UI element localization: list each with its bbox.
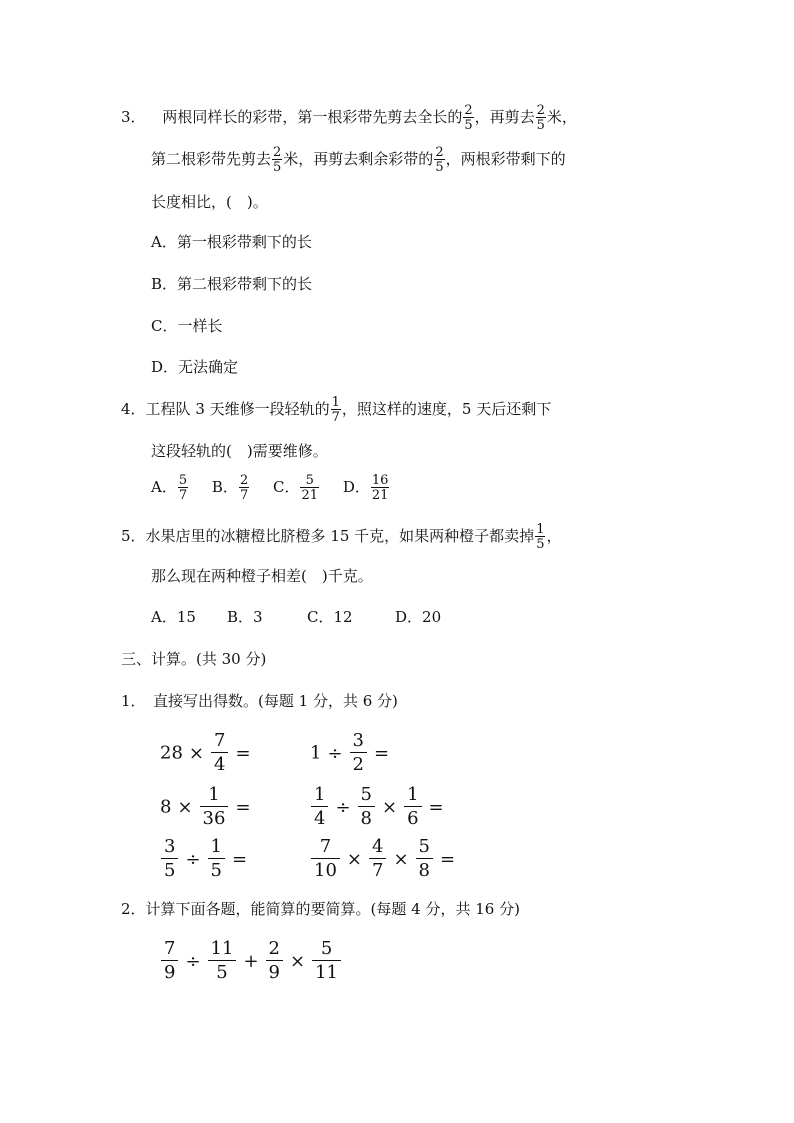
q3-number: 3．	[121, 108, 146, 126]
q3-line-2	[151, 146, 566, 174]
q3-text-1: 两根同样长的彩带，第一根彩带先剪去全长的	[162, 108, 463, 126]
section-3-part-1: 1． 直接写出得数。(每题 1 分，共 6 分)	[121, 692, 398, 710]
q4-text-2: ，照这样的速度，5 天后还剩下	[341, 400, 552, 418]
section-3-part-2: 2．计算下面各题，能简算的要简算。(每题 4 分，共 16 分)	[121, 900, 520, 918]
q3-text-6: ，两根彩带剩下的	[445, 150, 566, 168]
q3-text-4: 第二根彩带先剪去	[151, 150, 272, 168]
q5-text-2: ，	[546, 527, 562, 545]
calc-row-2-b: $\frac{1}{4}$ ÷ $\frac{5}{8}$ × $\frac{1}{6}$ =	[310, 786, 450, 828]
q4-number: 4．	[121, 400, 146, 418]
calc-expression-1: $\frac{7}{9}$ ÷ $\frac{11}{5}$ + $\frac{2}{9}$ × $\frac{5}{11}$	[160, 940, 342, 982]
q5-option-a: A．15	[151, 608, 196, 626]
q3-fraction-2: $\frac{2}{5}$	[536, 103, 545, 133]
q3-option-c: C．一样长	[151, 317, 223, 335]
q5-line-2: 那么现在两种橙子相差( )千克。	[151, 567, 373, 585]
q3-fraction-3: $\frac{2}{5}$	[273, 145, 282, 175]
calc-row-2-a: 8 × $\frac{1}{36}$ =	[160, 784, 251, 829]
q3-option-a: A．第一根彩带剩下的长	[151, 233, 312, 251]
calc-row-1-b: 1 ÷ $\frac{3}{2}$ =	[310, 730, 390, 775]
q5-line-1	[121, 523, 561, 551]
q5-option-b: B．3	[227, 608, 263, 626]
q4-option-b: B． $\frac{2}{7}$	[211, 473, 249, 503]
q5-fraction-1: $\frac{1}{5}$	[536, 522, 545, 552]
q5-option-c: C．12	[307, 608, 353, 626]
q3-line-1	[121, 104, 577, 132]
q3-text-2: ，再剪去	[474, 108, 535, 126]
q5-option-d: D．20	[395, 608, 442, 626]
q4-line-1	[121, 396, 551, 424]
q3-text-5: 米，再剪去剩余彩带的	[283, 150, 434, 168]
q5-text-1: 水果店里的冰糖橙比脐橙多 15 千克，如果两种橙子都卖掉	[145, 527, 535, 545]
q5-options	[151, 607, 441, 627]
q3-line-3: 长度相比，( )。	[151, 193, 268, 211]
q4-option-c: C． $\frac{5}{21}$	[273, 473, 319, 503]
q5-number: 5．	[121, 527, 146, 545]
q3-option-d: D．无法确定	[151, 358, 239, 376]
q3-option-b: B．第二根彩带剩下的长	[151, 275, 313, 293]
q4-fraction-1: $\frac{1}{7}$	[331, 395, 340, 425]
q4-options	[151, 474, 408, 502]
q4-line-2: 这段轻轨的( )需要维修。	[151, 442, 328, 460]
calc-row-1-a: 28 × $\frac{7}{4}$ =	[160, 730, 251, 775]
section-3-title: 三、计算。(共 30 分)	[121, 650, 267, 668]
calc-row-3-b: $\frac{7}{10}$ × $\frac{4}{7}$ × $\frac{5}{8}$ =	[310, 838, 461, 880]
calc-row-3-a: $\frac{3}{5}$ ÷ $\frac{1}{5}$ =	[160, 838, 253, 880]
q4-option-a: A． $\frac{5}{7}$	[151, 473, 188, 503]
q3-text-3: 米，	[546, 108, 577, 126]
q4-text-1: 工程队 3 天维修一段轻轨的	[145, 400, 330, 418]
q4-option-d: D． $\frac{16}{21}$	[342, 473, 389, 503]
q3-fraction-1: $\frac{2}{5}$	[464, 103, 473, 133]
q3-fraction-4: $\frac{2}{5}$	[435, 145, 444, 175]
